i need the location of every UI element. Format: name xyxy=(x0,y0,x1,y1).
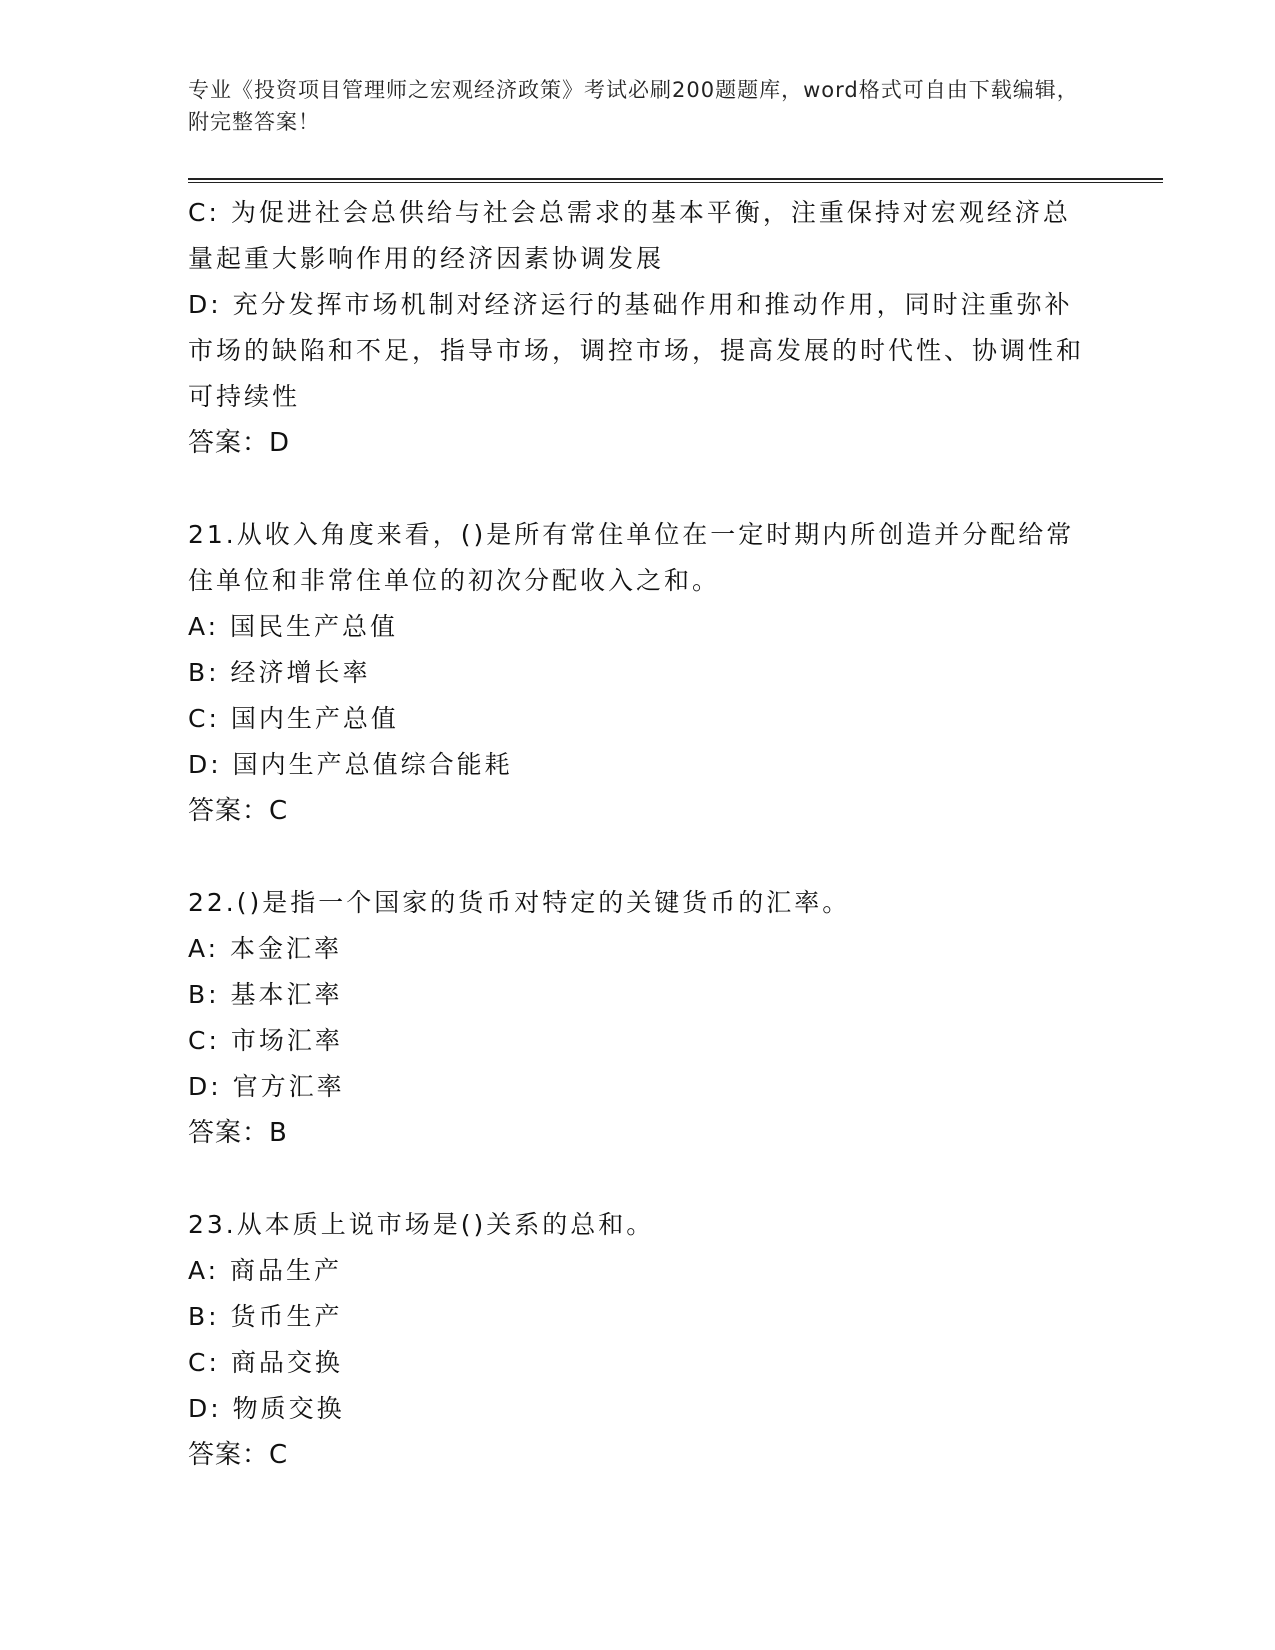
document-body xyxy=(188,190,1088,1478)
option-d: D: 物质交换 xyxy=(188,1394,345,1423)
option-d: D: 充分发挥市场机制对经济运行的基础作用和推动作用，同时注重弥补市场的缺陷和不足，指导市场，调控市场，提高发展的时代性、协调性和可持续性 xyxy=(188,290,1085,411)
spacer xyxy=(188,834,1088,880)
spacer xyxy=(188,1156,1088,1202)
option-c: C: 商品交换 xyxy=(188,1348,343,1377)
option-b: B: 经济增长率 xyxy=(188,658,371,687)
question-22 xyxy=(188,880,1088,1156)
option-b: B: 基本汇率 xyxy=(188,980,343,1009)
answer: 答案：B xyxy=(188,1118,288,1148)
option-d: D: 国内生产总值综合能耗 xyxy=(188,750,513,779)
partial-question xyxy=(188,190,1088,466)
answer: 答案：C xyxy=(188,1440,289,1470)
answer: 答案：D xyxy=(188,428,291,458)
header-divider xyxy=(188,178,1163,183)
option-b: B: 货币生产 xyxy=(188,1302,343,1331)
question-stem: 21.从收入角度来看，()是所有常住单位在一定时期内所创造并分配给常住单位和非常住单位的初次分配收入之和。 xyxy=(188,520,1075,595)
option-c: C: 市场汇率 xyxy=(188,1026,343,1055)
question-23 xyxy=(188,1202,1088,1478)
option-c: C: 国内生产总值 xyxy=(188,704,399,733)
question-stem: 22.()是指一个国家的货币对特定的关键货币的汇率。 xyxy=(188,888,851,917)
header-title: 专业《投资项目管理师之宏观经济政策》考试必刷200题题库，word格式可自由下载编辑，附完整答案！ xyxy=(188,78,1079,134)
spacer xyxy=(188,466,1088,512)
answer: 答案：C xyxy=(188,796,289,826)
option-a: A: 商品生产 xyxy=(188,1256,343,1285)
question-stem: 23.从本质上说市场是()关系的总和。 xyxy=(188,1210,655,1239)
question-21 xyxy=(188,512,1088,834)
option-a: A: 本金汇率 xyxy=(188,934,343,963)
option-d: D: 官方汇率 xyxy=(188,1072,345,1101)
option-a: A: 国民生产总值 xyxy=(188,612,399,641)
document-header xyxy=(188,74,1088,138)
option-c: C: 为促进社会总供给与社会总需求的基本平衡，注重保持对宏观经济总量起重大影响作用的经济因素协调发展 xyxy=(188,198,1071,273)
